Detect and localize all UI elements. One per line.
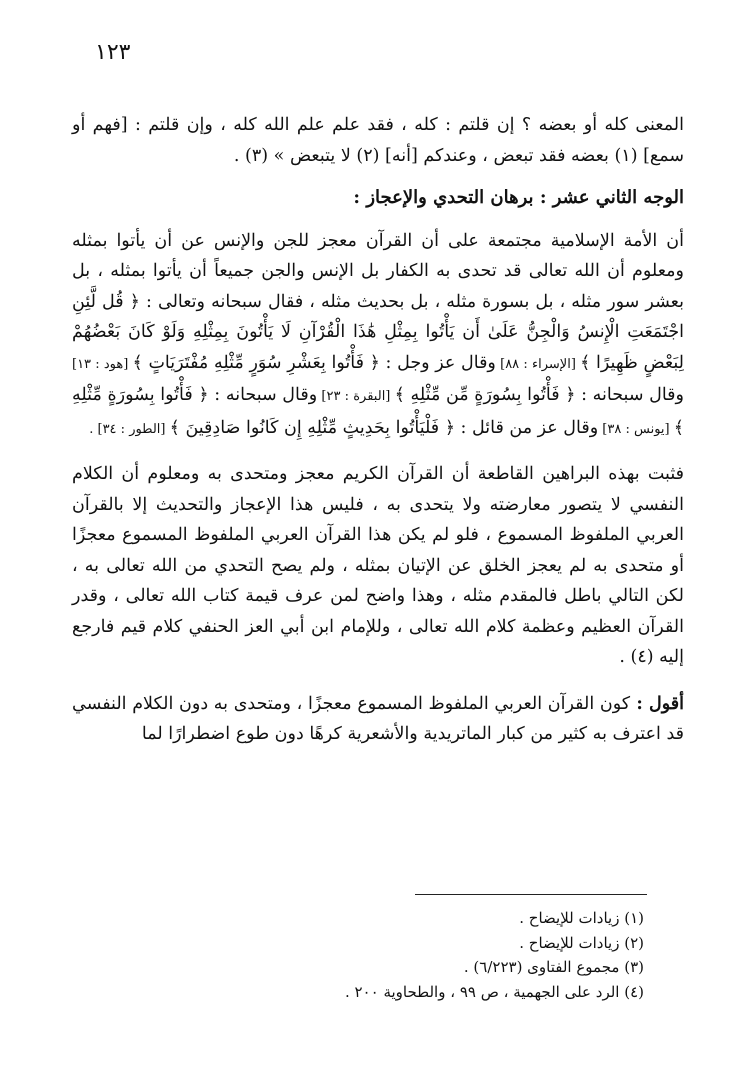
paragraph-remark: [72, 689, 684, 750]
verse-reference: [يونس : ٣٨]: [598, 421, 674, 437]
quran-verse: ﴿ فَلْيَأْتُوا بِحَدِيثٍ مِّثْلِهِ إِن كَانُوا صَادِقِينَ ﴾: [169, 417, 455, 438]
text-span: أن الأمة الإسلامية مجتمعة على أن القرآن معجز للجن والإنس عن أن يأتوا بمثله ومعلوم أن الله تعالى قد تحدى به الكفار بل الإنس والجن جميعاً أن يأتوا بمثله ، بل بعشر سور مثله ، بل بسورة مثله ، بل بحديث مثله ، فقال سبحانه وتعالى :: [72, 230, 684, 312]
quran-verse: ﴿ فَأْتُوا بِعَشْرِ سُوَرٍ مِّثْلِهِ مُفْتَرَيَاتٍ ﴾: [132, 352, 380, 373]
footnote: (٣) مجموع الفتاوى (٦/٢٢٣) .: [463, 958, 644, 976]
verse-reference: [الإسراء : ٨٨]: [495, 356, 581, 372]
verse-reference: [هود : ١٣]: [72, 356, 133, 372]
footnotes: [150, 906, 644, 1004]
text-span: وقال عز من قائل :: [454, 417, 599, 438]
remark-lead: أقول :: [630, 693, 684, 714]
quran-verse: ﴿ فَأْتُوا بِسُورَةٍ مِّثْلِهِ ﴾: [72, 385, 684, 438]
section-heading: الوجه الثاني عشر : برهان التحدي والإعجاز :: [353, 187, 684, 208]
footnote: (١) زيادات للإيضاح .: [519, 909, 644, 927]
footnote: (٤) الرد على الجهمية ، ص ٩٩ ، والطحاوية ٢٠٠ .: [344, 982, 644, 1001]
page-number: ١٢٣: [95, 40, 131, 65]
quran-verse: ﴿ فَأْتُوا بِسُورَةٍ مِّن مِّثْلِهِ ﴾: [394, 385, 576, 405]
verse-reference: [الطور : ٣٤] .: [89, 421, 170, 437]
quran-verse: ﴿ قُل لَّئِنِ اجْتَمَعَتِ الْإِنسُ وَالْجِنُّ عَلَىٰ أَن يَأْتُوا بِمِثْلِ هَٰذَا الْقُرْآنِ لَا يَأْتُونَ بِمِثْلِهِ وَلَوْ كَانَ بَعْضُهُمْ لِبَعْضٍ ظَهِيرًا ﴾: [72, 291, 684, 373]
verse-reference: [البقرة : ٢٣]: [317, 389, 395, 404]
page-body: [72, 110, 684, 750]
paragraph-conclusion: فثبت بهذه البراهين القاطعة أن القرآن الكريم معجز ومتحدى به ومعلوم أن الكلام النفسي لا يتصور معارضته ولا يتحدى به ، فليس هذا الإعجاز والتحديث إلا بالقرآن العربي الملفوظ المسموع ، فلو لم يكن هذا القرآن العربي الملفوظ المسموع معجزًا أو متحدى به لم يعجز الخلق عن الإتيان بمثله ، ولم يصح التحدي من الله تعالى به ، لكن التالي باطل فالمقدم مثله ، وهذا واضح لمن عرف قيمة كتاب الله تعالى ، وقدر القرآن العظيم وعظمة كلام الله تعالى ، وللإمام ابن أبي العز الحنفي كلام قيم فارجع إليه (٤) .: [72, 464, 684, 667]
paragraph-challenge: [72, 226, 684, 446]
paragraph-continuation: المعنى كله أو بعضه ؟ إن قلتم : كله ، فقد علم علم الله كله ، وإن قلتم : [فهم أو سمع] (١) بعضه فقد تبعض ، وعندكم [أنه] (٢) لا يتبعض » (٣) .: [72, 115, 684, 166]
text-span: وقال عز وجل :: [379, 352, 496, 373]
text-span: وقال سبحانه :: [208, 385, 318, 405]
text-span: كون القرآن العربي الملفوظ المسموع معجزًا ، ومتحدى به دون الكلام النفسي قد اعترف به كثير من كبار الماتريدية والأشعرية كرهًا دون طوع اضطرارًا لما: [72, 693, 684, 744]
text-span: وقال سبحانه :: [575, 385, 684, 405]
footnote-divider: [415, 894, 647, 895]
footnote: (٢) زيادات للإيضاح .: [519, 933, 644, 952]
